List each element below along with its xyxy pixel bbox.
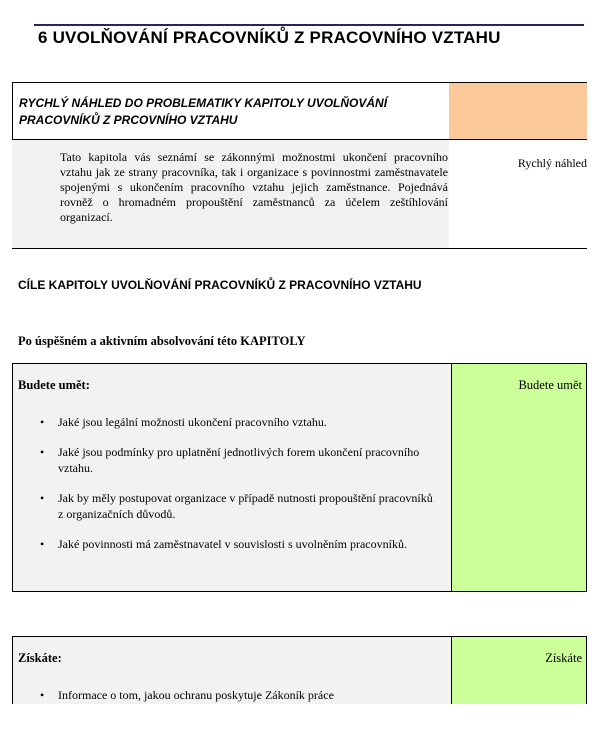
quick-view-heading-line1: RYCHLÝ NÁHLED DO PROBLEMATIKY KAPITOLY UVOLŇOVÁNÍ bbox=[19, 96, 388, 110]
bullet-icon: • bbox=[40, 415, 45, 429]
quick-view-header bbox=[12, 82, 449, 140]
list-item: • Jaké jsou legální možnosti ukončení pracovního vztahu. bbox=[40, 415, 327, 429]
goals-heading: CÍLE KAPITOLY UVOLŇOVÁNÍ PRACOVNÍKŮ Z PRACOVNÍHO VZTAHU bbox=[18, 278, 422, 292]
will-be-able-accent bbox=[451, 363, 587, 592]
will-be-able-content bbox=[12, 363, 451, 592]
quick-view-side-label: Rychlý náhled bbox=[517, 156, 587, 170]
goals-intro: Po úspěšném a aktivním absolvování této KAPITOLY bbox=[18, 334, 306, 348]
title-rule bbox=[34, 24, 584, 26]
bullet-icon: • bbox=[40, 537, 45, 551]
will-gain-accent bbox=[451, 636, 587, 704]
quick-view-heading-line2: PRACOVNÍKŮ Z PRCOVNÍHO VZTAHU bbox=[19, 113, 238, 127]
list-item: • Jak by měly postupovat organizace v případě nutnosti propouštění pracovníků z organizačních důvodů. bbox=[40, 491, 433, 521]
quick-view-panel bbox=[12, 82, 587, 248]
list-item: • Informace o tom, jakou ochranu poskytuje Zákoník práce bbox=[40, 688, 334, 702]
will-gain-list bbox=[13, 687, 433, 703]
chapter-title: 6 UVOLŇOVÁNÍ PRACOVNÍKŮ Z PRACOVNÍHO VZTAHU bbox=[38, 28, 501, 47]
will-gain-box bbox=[12, 636, 587, 704]
will-gain-content bbox=[12, 636, 451, 704]
list-item: • Jaké povinnosti má zaměstnavatel v souvislosti s uvolněním pracovníků. bbox=[40, 537, 407, 551]
bullet-icon: • bbox=[40, 445, 45, 459]
will-be-able-label: Budete umět: bbox=[18, 378, 90, 392]
will-be-able-list bbox=[13, 414, 433, 552]
quick-view-accent bbox=[449, 82, 587, 140]
quick-view-heading bbox=[19, 95, 444, 129]
quick-view-body bbox=[12, 140, 449, 248]
bullet-icon: • bbox=[40, 491, 45, 505]
will-gain-label: Získáte: bbox=[18, 651, 62, 665]
bullet-icon: • bbox=[40, 688, 45, 702]
quick-view-text: Tato kapitola vás seznámí se zákonnými možnostmi ukončení pracovního vztahu jak ze strany pracovníka, tak i organizace s povinnostmi zaměstnavatele spojenými s ukončením pracovního vztahu jejich zaměstnance. Pojednává rovněž o hromadném propouštění zaměstnanců za účelem zeštíhlování organizací. bbox=[60, 150, 448, 224]
will-gain-side-label: Získáte bbox=[545, 651, 582, 665]
will-be-able-side-label: Budete umět bbox=[518, 378, 582, 392]
will-be-able-box bbox=[12, 363, 587, 592]
list-item: • Jaké jsou podmínky pro uplatnění jednotlivých forem ukončení pracovního vztahu. bbox=[40, 445, 420, 475]
quick-view-bottom-rule bbox=[12, 248, 587, 249]
